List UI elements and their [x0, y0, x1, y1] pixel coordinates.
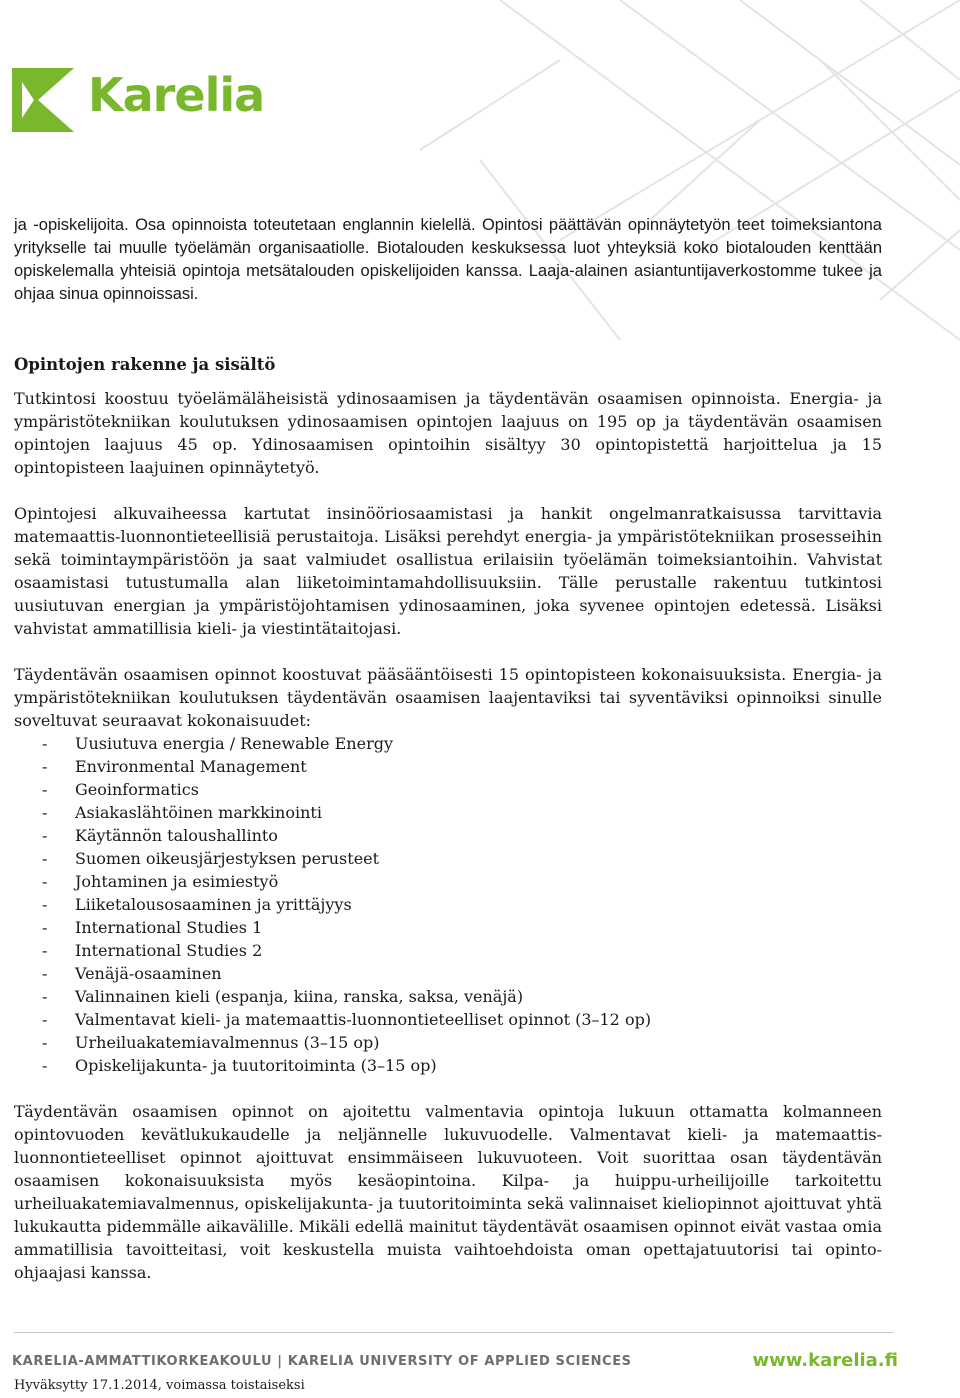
- core-studies-paragraph: Opintojesi alkuvaiheessa kartutat insinööriosaamistasi ja hankit ongelmanratkaisussa tarvittavia matemaattis-luonnontieteellisiä perustaitoja. Lisäksi perehdyt energia- ja ympäristötekniikan prosesseihin sekä toimintaympäristöön ja saat valmiudet osallistua erilaisiin työelämän toimeksiantoihin. Vahvistat osaamistasi tutustumalla alan liiketoimintamahdollisuuksiin. Tälle perustalle rakentuu tutkintosi uusiutuvan energian ja ympäristöjohtamisen ydinosaaminen, joka syvenee opintojen edetessä. Lisäksi vahvistat ammatillisia kieli- ja viestintätaitojasi.: [14, 504, 882, 638]
- footer-institution: KARELIA-AMMATTIKORKEAKOULU | KARELIA UNIVERSITY OF APPLIED SCIENCES: [12, 1354, 632, 1369]
- list-item: - Suomen oikeusjärjestyksen perusteet: [42, 847, 882, 870]
- karelia-wordmark: Karelia: [88, 68, 265, 122]
- section-heading: Opintojen rakenne ja sisältö: [14, 355, 276, 374]
- footer-divider: [14, 1332, 894, 1333]
- list-item: - Käytännön taloushallinto: [42, 824, 882, 847]
- list-item: - Liiketalousosaaminen ja yrittäjyys: [42, 893, 882, 916]
- list-item: - Urheiluakatemiavalmennus (3–15 op): [42, 1031, 882, 1054]
- supplementary-studies-paragraph: Täydentävän osaamisen opinnot koostuvat pääsääntöisesti 15 opintopisteen kokonaisuuksista. Energia- ja ympäristötekniikan koulutuksen täydentävän osaamisen laajentaviksi tai syventäviksi opinnoiksi sinulle soveltuvat seuraavat kokonaisuudet:: [14, 665, 882, 730]
- list-item: - International Studies 1: [42, 916, 882, 939]
- list-item: - Opiskelijakunta- ja tuutoritoiminta (3–15 op): [42, 1054, 882, 1077]
- supplementary-options-list: [14, 732, 882, 1077]
- list-item: - International Studies 2: [42, 939, 882, 962]
- list-item: - Valmentavat kieli- ja matemaattis-luonnontieteelliset opinnot (3–12 op): [42, 1008, 882, 1031]
- list-item: - Johtaminen ja esimiestyö: [42, 870, 882, 893]
- list-item: - Environmental Management: [42, 755, 882, 778]
- intro-paragraph: ja -opiskelijoita. Osa opinnoista toteutetaan englannin kielellä. Opintosi päättävän opinnäytetyön teet toimeksiantona yritykselle tai muulle työelämän organisaatiolle. Biotalouden keskuksessa luot yhteyksiä koko biotalouden kenttään opiskelemalla yhteisiä opintoja metsätalouden opiskelijoiden kanssa. Laaja-alainen asiantuntijaverkostomme tukee ja ohjaa sinua opinnoissasi.: [14, 216, 882, 303]
- list-item: - Geoinformatics: [42, 778, 882, 801]
- karelia-k-logo-icon: [12, 68, 74, 132]
- karelia-logo: [12, 66, 272, 136]
- closing-paragraph: Täydentävän osaamisen opinnot on ajoitettu valmentavia opintoja lukuun ottamatta kolmanneen opintovuoden kevätlukukaudelle ja neljännelle lukuvuodelle. Valmentavat kieli- ja matemaattis-luonnontieteelliset opinnot ajoittuvat ensimmäiseen lukuvuoteen. Voit suorittaa osan täydentävän osaamisen kokonaisuuksista myös kesäopintoina. Kilpa- ja huippu-urheilijoille tarkoitettu urheiluakatemiavalmennus, opiskelijakunta- ja tuutoritoiminta sekä valinnaiset kieliopinnot ajoittuvat yhtä lukukautta pidemmälle aikavälille. Mikäli edellä mainitut täydentävät osaamisen opinnot eivät vastaa omia ammatillisia tavoitteitasi, voit keskustella muista vaihtoehdoista oman opettajatuutorisi tai opinto-ohjaajasi kanssa.: [14, 1102, 882, 1282]
- list-item: - Asiakaslähtöinen markkinointi: [42, 801, 882, 824]
- list-item: - Uusiutuva energia / Renewable Energy: [42, 732, 882, 755]
- footer-website-link[interactable]: www.karelia.fi: [752, 1350, 898, 1371]
- structure-paragraph: Tutkintosi koostuu työelämäläheisistä ydinosaamisen ja täydentävän osaamisen opinnoista. Energia- ja ympäristötekniikan koulutuksen ydinosaamisen opintojen laajuus on 195 op ja täydentävän osaamisen opintojen laajuus 45 op. Ydinosaamisen opintoihin sisältyy 30 opintopistettä harjoittelua ja 15 opintopisteen laajuinen opinnäytetyö.: [14, 389, 882, 477]
- document-body: [14, 214, 882, 1284]
- footer-approval-date: Hyväksytty 17.1.2014, voimassa toistaiseksi: [14, 1378, 305, 1393]
- list-item: - Valinnainen kieli (espanja, kiina, ranska, saksa, venäjä): [42, 985, 882, 1008]
- list-item: - Venäjä-osaaminen: [42, 962, 882, 985]
